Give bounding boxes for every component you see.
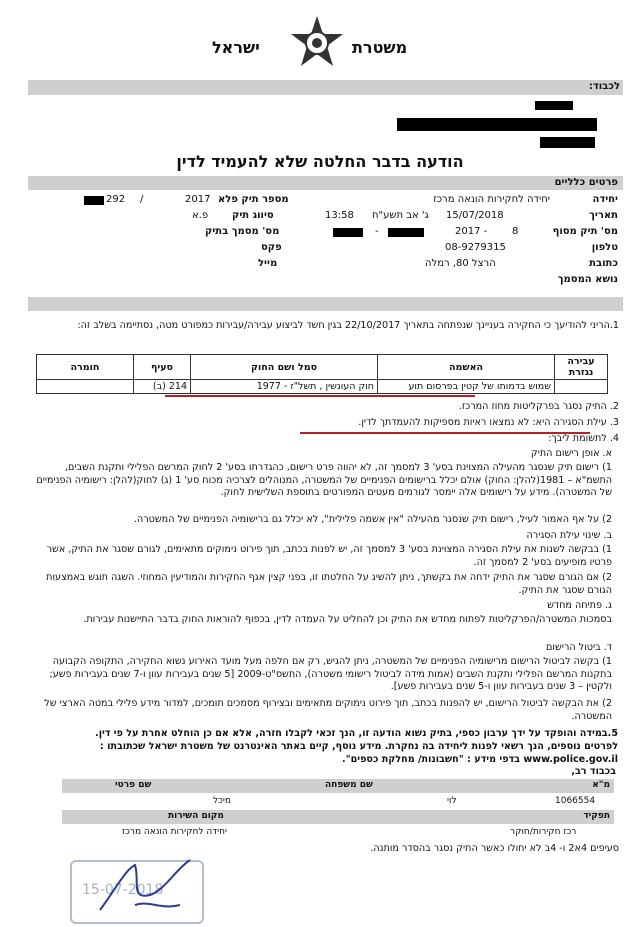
class-label: סיווג תיק (232, 210, 274, 221)
pla-num: 292 (106, 194, 126, 205)
doc-dash: - (375, 226, 379, 237)
table-header: עבירה נגזרת (555, 355, 608, 380)
org-name-left: משטרת (352, 38, 408, 57)
date-value: 15/07/2018 (446, 210, 504, 221)
stamp-date: 15-07-2018 (82, 882, 164, 898)
para-2: 2. התיק נסגר בפרקליטות מחוז המרכז. (458, 401, 619, 412)
footer-note: סעיפים 4א2 ו- 4ב לא יחולו כאשר התיק נסגר בהסדר מותנה. (370, 843, 619, 854)
underline-mark (165, 395, 475, 397)
separator-bar (28, 297, 623, 311)
table-header: סמל ושם החוק (191, 355, 378, 380)
subject-label: נושא המסמך (557, 274, 618, 285)
signer-last-value: לוי (447, 796, 457, 806)
hebdate-value: ג' אב תשע"ח (372, 210, 429, 221)
pla-year: 2017 (185, 194, 211, 205)
table-header-row (37, 355, 608, 380)
unit-label: יחידה (592, 194, 618, 205)
class-value: פ.א (192, 210, 209, 221)
time-value: 13:58 (325, 210, 354, 221)
para-1: 1.הריני להודיעך כי החקירה בעניינך שנפתחה בתאריך 22/10/2017 בגין חשד לביצוע עבירה/עבירות כמפורט מטה, נסתיימה בשלב זה: (77, 320, 619, 331)
pla-label: מספר תיק פלא (218, 194, 289, 205)
section-c-text: בסמכות המשטרה/הפרקליטות לפתוח מחדש את התיק וכן להחליט על העמדה לדין, בכפוף להוראות החוק בדבר התיישנות עבירות. (83, 614, 612, 625)
case-num: 8 (512, 226, 519, 237)
address-value: הרצל 80, רמלה (425, 258, 496, 269)
section-b-title: ב. שינוי עילת הסגירה (526, 530, 612, 541)
table-header: חומרה (37, 355, 134, 380)
section-b1: 1) בבקשה לשנות את עילת הסגירה המצוינת בסע' 3 למסמך זה, יש לפנות בכתב, תוך פירוט נימוקים מתאימים, לגורם שסגר את התיק, אשר פרטיו מופיעים בסע' 2 למסמך זה. (46, 544, 612, 568)
table-header: האשמה (378, 355, 555, 380)
section-d-title: ד. ביטול הרישום (546, 642, 612, 653)
signature (95, 850, 205, 920)
signer-role-value: רכז חקירות/חוקר (510, 827, 577, 837)
org-name-right: ישראל (212, 38, 260, 57)
signer-first-label: שם פרטי (115, 780, 152, 790)
redaction (333, 228, 363, 237)
redaction (388, 228, 424, 237)
para-3: 3. עילת הסגירה היא: לא נמצאו ראיות מספיקות להעמדתך לדין. (358, 417, 619, 428)
table-cell: חוק העונשין , תשל"ז - 1977 (191, 380, 378, 394)
table-header: סעיף (134, 355, 191, 380)
general-section-title: פרטים כלליים (554, 177, 618, 188)
section-c-title: ג. פתיחה מחדש (547, 600, 612, 611)
section-a-title: א. אופן רישום התיק (530, 448, 612, 459)
para-5a: 5.במידה והופקד על ידך ערבון כספי, בתיק נשוא הודעה זו, הנך זכאי לקבלו חזרה, אלא אם כן הוחלט אחרת על פי דין. (95, 728, 618, 739)
signer-mi-label: מ"א (592, 780, 610, 790)
signer-mi-value: 1066554 (555, 796, 596, 806)
case-label: מס' תיק מסוף (552, 226, 618, 237)
para-4: 4. לתשומת ליבך: (548, 433, 619, 444)
section-b2: 2) אם הגורם שסגר את התיק ידחה את בקשתך, ניתן להשיג על החלטתו זו, בפני קצין אגף החקירות והמודיעין המחוזי. השגה תוגש באמצעות הגורם שסגר את התיק. (46, 572, 612, 596)
table-cell (555, 380, 608, 394)
signer-last-label: שם משפחה (325, 780, 373, 790)
to-label: לכבוד: (588, 81, 620, 92)
table-cell (37, 380, 134, 394)
police-emblem (287, 14, 347, 74)
respect-line: בכבוד רב, (571, 766, 616, 777)
para-5b: לפרטים נוספים, הנך רשאי לפנות ליחידה בה נחקרת. מידע נוסף, קיים באתר האינטרנט של משטרת ישראל שכתובתו : www.police.gov.il בדפי מידע : "חשבונות/ מחלקת כספים". (99, 741, 618, 765)
unit-value: יחידה לחקירות הונאה מרכז (433, 194, 550, 205)
section-a2: 2) על אף האמור לעיל, רישום תיק שנסגר מהעילה "אין אשמה פלילית", לא יכלל גם ברישומיה הפנימיים של המשטרה. (133, 514, 612, 525)
offense-table (36, 354, 608, 394)
section-d2: 2) את הבקשה לביטול הרישום, יש להפנות בכתב, תוך פירוט נימוקים מתאימים ובצירוף מסמכים תומכים, למדור מידע פלילי במטה הארצי של המשטרה. (44, 698, 612, 722)
redaction (84, 196, 104, 205)
section-d1: 1) בקשה לביטול הרישום מרישומיה הפנימיים של המשטרה, ניתן להגיש, רק אם חלפה מעל מועד האירוע נשוא החקירה, התקופה הקבועה בתקנות המרשם הפלילי ותקנת השבים (אמות מידה לביטול רישומי משטרה), התשס"ט-2009 [5 שנים בעבירות עוון ו-7 שנים בעבירות פשע; ולקטין – 3 שנים בעבירות עוון ו-5 שנים בעבירות פשע]. (49, 656, 612, 693)
fax-label: פקס (261, 242, 282, 253)
redaction (397, 118, 597, 131)
page-title: הודעה בדבר החלטה שלא להעמיד לדין (176, 152, 464, 171)
section-a1: 1) רישום תיק שנסגר מהעילה המצוינת בסע' 3 למסמך זה, לא יהווה פרט רישום, כהגדרתו בסע' 2 לחוק המרשם הפלילי ותקנת השבים, התשמ"א – 1981(להלן: החוק) אולם יכלל ברישומים הפנימיים של המשטרה, המנוהלים לצרכיה מכוח סע' 1 (ג) לחוק(להלן: רישומיה הפנימיים של המשטרה). מידע על רישומים אלה יימסר לגורמים מעטים המפורטים בתוספת השלישית לחוק. (36, 462, 612, 499)
signer-first-value: מיכל (213, 796, 231, 806)
general-section-bar (28, 176, 623, 190)
case-year: 2017 - (455, 226, 488, 237)
phone-label: טלפון (591, 242, 618, 253)
table-cell: 214 (ב) (134, 380, 191, 394)
docnum-label: מס' מסמך בתיק (205, 226, 280, 237)
phone-value: 08-9279315 (445, 242, 506, 253)
signer-role-label: תפקיד (583, 811, 610, 821)
signer-place-label: מקום השירות (168, 811, 224, 821)
to-bar (28, 80, 623, 95)
redaction (540, 137, 595, 148)
table-cell: שמוש בדמותו של קטין בפרסום תוע (378, 380, 555, 394)
signer-place-value: יחידה לחקירות הונאה מרכז (122, 827, 228, 837)
redaction (535, 101, 573, 110)
date-label: תאריך (589, 210, 618, 221)
pla-sep: / (140, 194, 144, 205)
mail-label: מייל (258, 258, 278, 269)
address-label: כתובת (589, 258, 618, 269)
signer-role-bar (62, 810, 614, 824)
table-row (37, 380, 608, 394)
